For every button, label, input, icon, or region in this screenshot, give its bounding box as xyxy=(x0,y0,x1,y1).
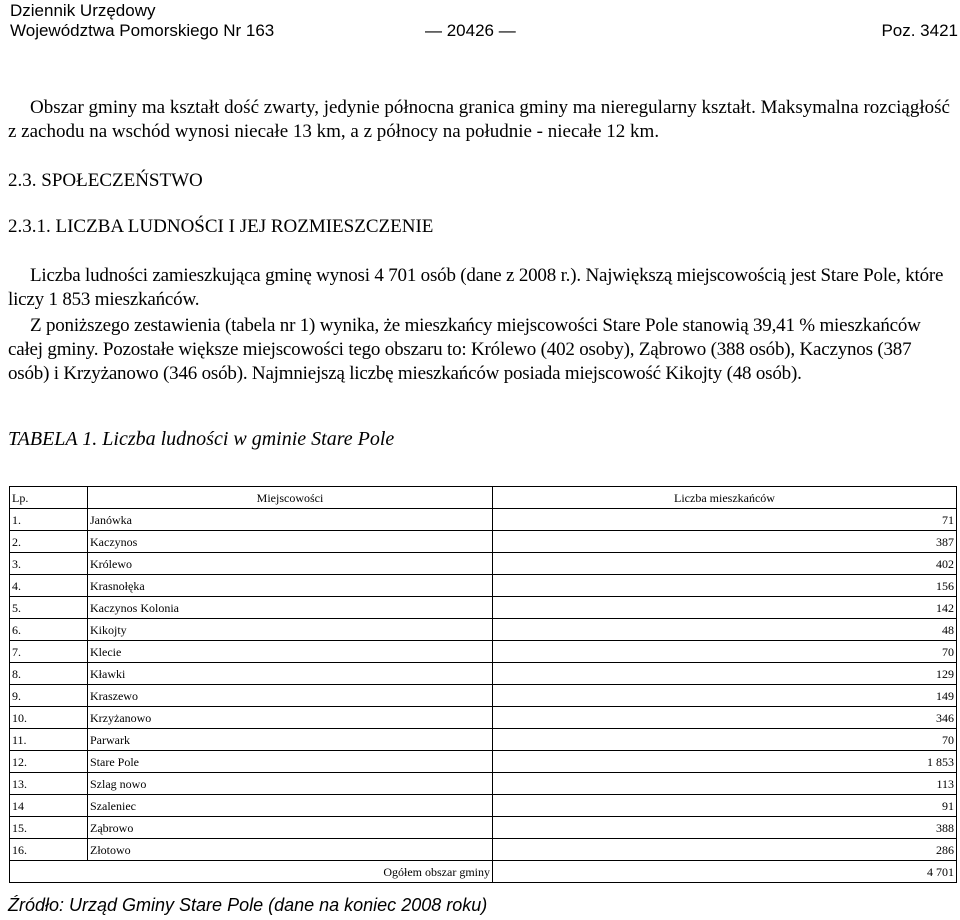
table-row xyxy=(10,751,957,773)
locality-name: Królewo xyxy=(88,553,493,575)
row-number: 7. xyxy=(10,641,88,663)
row-number: 10. xyxy=(10,707,88,729)
table-total-row xyxy=(10,861,957,883)
table-header-row xyxy=(10,487,957,509)
population-table xyxy=(9,486,957,883)
table-row xyxy=(10,641,957,663)
page-number: — 20426 — xyxy=(425,21,516,40)
row-number: 12. xyxy=(10,751,88,773)
resident-count: 402 xyxy=(493,553,957,575)
resident-count: 70 xyxy=(493,729,957,751)
subsection-heading: 2.3.1. LICZBA LUDNOŚCI I JEJ ROZMIESZCZENIE xyxy=(8,216,434,237)
row-number: 15. xyxy=(10,817,88,839)
locality-name: Szlag nowo xyxy=(88,773,493,795)
resident-count: 91 xyxy=(493,795,957,817)
column-header-lp: Lp. xyxy=(10,487,88,509)
locality-name: Ząbrowo xyxy=(88,817,493,839)
row-number: 2. xyxy=(10,531,88,553)
resident-count: 156 xyxy=(493,575,957,597)
locality-name: Krzyżanowo xyxy=(88,707,493,729)
column-header-locality: Miejscowości xyxy=(88,487,493,509)
resident-count: 149 xyxy=(493,685,957,707)
locality-name: Parwark xyxy=(88,729,493,751)
row-number: 6. xyxy=(10,619,88,641)
table-row xyxy=(10,553,957,575)
resident-count: 388 xyxy=(493,817,957,839)
resident-count: 70 xyxy=(493,641,957,663)
row-number: 9. xyxy=(10,685,88,707)
table-row xyxy=(10,795,957,817)
journal-title: Dziennik Urzędowy xyxy=(10,1,156,20)
resident-count: 113 xyxy=(493,773,957,795)
table-caption: TABELA 1. Liczba ludności w gminie Stare Pole xyxy=(8,428,395,450)
source-note: Źródło: Urząd Gminy Stare Pole (dane na koniec 2008 roku) xyxy=(8,895,488,915)
table-row xyxy=(10,773,957,795)
locality-name: Kławki xyxy=(88,663,493,685)
row-number: 11. xyxy=(10,729,88,751)
locality-name: Stare Pole xyxy=(88,751,493,773)
row-number: 13. xyxy=(10,773,88,795)
locality-name: Janówka xyxy=(88,509,493,531)
table-row xyxy=(10,597,957,619)
resident-count: 387 xyxy=(493,531,957,553)
resident-count: 48 xyxy=(493,619,957,641)
paragraph-area-description: Obszar gminy ma kształt dość zwarty, jedynie północna granica gminy ma nieregularny kształt. Maksymalna rozciągłość z zachodu na wschód wynosi niecałe 13 km, a z północy na południe - niecałe 12 km. xyxy=(8,97,950,142)
paragraph-settlements: Z poniższego zestawienia (tabela nr 1) wynika, że mieszkańcy miejscowości Stare Pole stanowią 39,41 % mieszkańców całej gminy. Pozostałe większe miejscowości tego obszaru to: Królewo (402 osoby), Ząbrowo (388 osób), Kaczynos (387 osób) i Krzyżanowo (346 osób). Najmniejszą liczbę mieszkańców posiada miejscowość Kikojty (48 osób). xyxy=(8,315,921,384)
table-row xyxy=(10,817,957,839)
resident-count: 286 xyxy=(493,839,957,861)
resident-count: 142 xyxy=(493,597,957,619)
locality-name: Kikojty xyxy=(88,619,493,641)
row-number: 3. xyxy=(10,553,88,575)
locality-name: Kaczynos xyxy=(88,531,493,553)
journal-subtitle: Województwa Pomorskiego Nr 163 xyxy=(10,21,275,40)
total-label: Ogółem obszar gminy xyxy=(10,861,493,883)
row-number: 8. xyxy=(10,663,88,685)
resident-count: 71 xyxy=(493,509,957,531)
row-number: 4. xyxy=(10,575,88,597)
locality-name: Kraszewo xyxy=(88,685,493,707)
table-row xyxy=(10,509,957,531)
table-row xyxy=(10,729,957,751)
table-row xyxy=(10,685,957,707)
row-number: 5. xyxy=(10,597,88,619)
row-number: 1. xyxy=(10,509,88,531)
table-row xyxy=(10,839,957,861)
table-row xyxy=(10,619,957,641)
resident-count: 129 xyxy=(493,663,957,685)
row-number: 16. xyxy=(10,839,88,861)
resident-count: 346 xyxy=(493,707,957,729)
locality-name: Złotowo xyxy=(88,839,493,861)
column-header-residents: Liczba mieszkańców xyxy=(493,487,957,509)
locality-name: Krasnołęka xyxy=(88,575,493,597)
locality-name: Klecie xyxy=(88,641,493,663)
position-number: Poz. 3421 xyxy=(881,21,958,40)
page-header xyxy=(10,0,958,44)
row-number: 14 xyxy=(10,795,88,817)
paragraph-population: Liczba ludności zamieszkująca gminę wynosi 4 701 osób (dane z 2008 r.). Największą miejscowością jest Stare Pole, które liczy 1 853 mieszkańców. xyxy=(8,265,944,310)
total-value: 4 701 xyxy=(493,861,957,883)
locality-name: Szaleniec xyxy=(88,795,493,817)
section-heading: 2.3. SPOŁECZEŃSTWO xyxy=(8,170,203,191)
table-row xyxy=(10,531,957,553)
table-row xyxy=(10,575,957,597)
table-row xyxy=(10,707,957,729)
locality-name: Kaczynos Kolonia xyxy=(88,597,493,619)
table-row xyxy=(10,663,957,685)
resident-count: 1 853 xyxy=(493,751,957,773)
